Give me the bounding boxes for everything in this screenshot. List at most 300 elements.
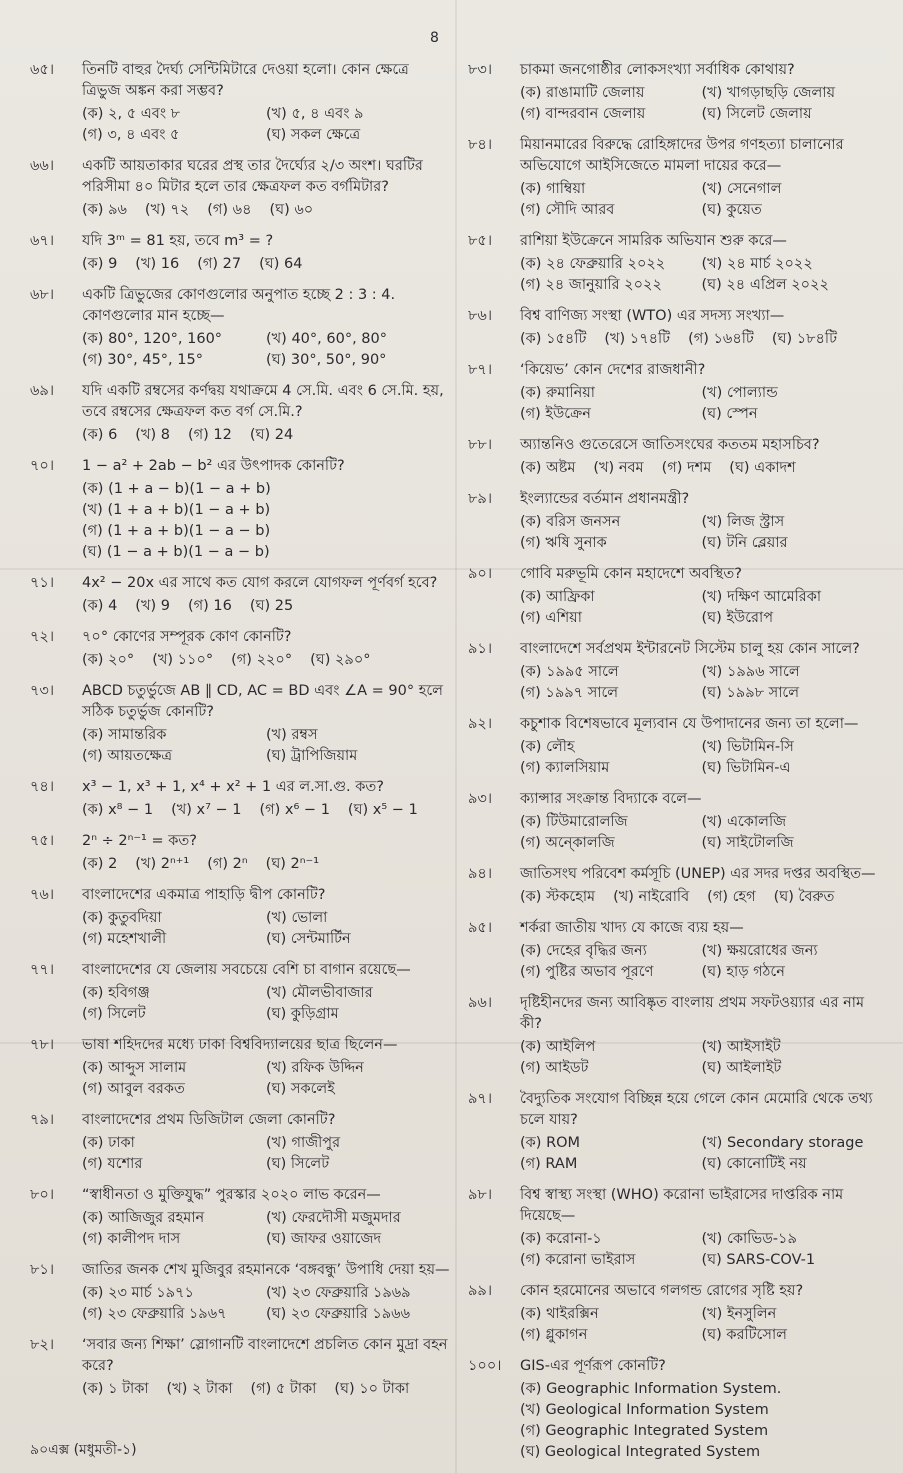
answer-options <box>82 479 450 563</box>
answer-option: (ক) আজিজুর রহমান <box>82 1210 205 1226</box>
answer-option: (ঘ) সিলেট জেলায় <box>701 106 812 122</box>
answer-option: (ঘ) ১৮৪টি <box>771 331 837 347</box>
question-text: যদি একটি রম্বসের কর্ণদ্বয় যথাক্রমে 4 সে.মি. এবং 6 সে.মি. হয়, তবে রম্বসের ক্ষেত্রফল কত বর্গ সে.মি.? <box>82 383 444 420</box>
question-text: 1 − a² + 2ab − b² এর উৎপাদক কোনটি? <box>82 458 345 474</box>
question-item <box>30 1185 450 1250</box>
answer-options <box>82 1379 450 1400</box>
answer-option: (ঘ) ভিটামিন-এ <box>701 760 791 776</box>
answer-option: (গ) ইউক্রেন <box>520 406 591 422</box>
answer-options <box>82 596 450 617</box>
question-text: ভাষা শহিদদের মধ্যে ঢাকা বিশ্ববিদ্যালয়ের ছাত্র ছিলেন— <box>82 1037 398 1053</box>
answer-option: (খ) ইনসুলিন <box>701 1306 777 1322</box>
question-item <box>468 1185 883 1271</box>
question-body <box>82 1185 450 1250</box>
question-body <box>520 864 883 908</box>
question-number: ৯০। <box>468 566 493 582</box>
answer-option: (ক) থাইরক্সিন <box>520 1306 599 1322</box>
answer-option: (ক) দেহের বৃদ্ধির জন্য <box>520 943 647 959</box>
answer-option: (ক) 80°, 120°, 160° <box>82 331 223 347</box>
answer-option: (ক) ২৩ মার্চ ১৯৭১ <box>82 1285 194 1301</box>
question-text: জাতির জনক শেখ মুজিবুর রহমানকে ‘বঙ্গবন্ধু’ উপাধি দেয়া হয়— <box>82 1262 450 1278</box>
answer-option: (ঘ) ২৪ এপ্রিল ২০২২ <box>701 277 829 293</box>
question-body <box>82 1110 450 1175</box>
answer-option: (ক) ২, ৫ এবং ৮ <box>82 106 181 122</box>
answer-option: (ক) রাঙামাটি জেলায় <box>520 85 645 101</box>
answer-option: (ঘ) 64 <box>259 256 303 272</box>
answer-option: (গ) পুষ্টির অভাব পূরণে <box>520 964 654 980</box>
question-text: ক্যান্সার সংক্রান্ত বিদ্যাকে বলে— <box>520 791 702 807</box>
question-item <box>468 135 883 221</box>
answer-option: (ক) ২০° <box>82 652 135 668</box>
answer-option: (ঘ) সেন্টমার্টিন <box>266 931 351 947</box>
answer-option: (খ) গাজীপুর <box>266 1135 341 1151</box>
question-body <box>82 885 450 950</box>
answer-options <box>520 1379 883 1463</box>
answer-options <box>520 812 883 854</box>
question-body <box>520 306 883 350</box>
question-number: ৯৩। <box>468 791 493 807</box>
question-item <box>30 1035 450 1100</box>
question-body <box>520 135 883 221</box>
question-number: ৬৬। <box>30 158 55 174</box>
answer-option: (ঘ) 30°, 50°, 90° <box>266 352 387 368</box>
question-item <box>468 435 883 479</box>
answer-option: (ঘ) 2ⁿ⁻¹ <box>265 856 320 872</box>
question-number: ৯১। <box>468 641 493 657</box>
question-text: ABCD চতুর্ভুজে AB ∥ CD, AC = BD এবং ∠A = 90° হলে সঠিক চতুর্ভুজ কোনটি? <box>82 683 443 720</box>
question-item <box>30 285 450 371</box>
answer-option: (গ) (1 + a + b)(1 − a − b) <box>82 523 271 539</box>
answer-option: (খ) ভোলা <box>266 910 328 926</box>
answer-option: (ঘ) ট্রাপিজিয়াম <box>266 748 358 764</box>
question-item <box>468 564 883 629</box>
answer-option: (ঘ) সাইটোলজি <box>701 835 794 851</box>
question-item <box>30 681 450 767</box>
answer-option: (গ) এশিয়া <box>520 610 582 626</box>
question-number: ৬৫। <box>30 62 55 78</box>
question-number: ৯৭। <box>468 1091 493 1107</box>
paper-fold-line <box>455 0 457 1473</box>
question-item <box>468 714 883 779</box>
answer-option: (গ) ঋষি সুনাক <box>520 535 607 551</box>
answer-option: (ঘ) হাড় গঠনে <box>701 964 785 980</box>
answer-option: (ঘ) সকলেই <box>266 1081 335 1097</box>
answer-options <box>520 737 883 779</box>
question-number: ৬৯। <box>30 383 55 399</box>
question-number: ৯৫। <box>468 920 493 936</box>
answer-option: (ক) টিউমারোলজি <box>520 814 628 830</box>
answer-option: (ক) আব্দুস সালাম <box>82 1060 187 1076</box>
answer-options <box>520 254 883 296</box>
question-text: জাতিসংঘ পরিবেশ কর্মসূচি (UNEP) এর সদর দপ্তর অবস্থিত— <box>520 866 876 882</box>
question-item <box>30 777 450 821</box>
answer-option: (খ) ১৭৪টি <box>604 331 671 347</box>
answer-option: (ক) হবিগঞ্জ <box>82 985 150 1001</box>
question-body <box>520 360 883 425</box>
answer-options <box>520 329 883 350</box>
answer-option: (গ) ২২০° <box>231 652 293 668</box>
answer-option: (ঘ) বৈরুত <box>773 889 835 905</box>
question-body <box>82 285 450 371</box>
answer-option: (গ) অন্কোলজি <box>520 835 615 851</box>
question-text: কচুশাক বিশেষভাবে মূল্যবান যে উপাদানের জন্য তা হলো— <box>520 716 859 732</box>
answer-option: (ঘ) 25 <box>249 598 294 614</box>
answer-option: (গ) ২৪ জানুয়ারি ২০২২ <box>520 277 662 293</box>
page-number: 8 <box>430 30 439 46</box>
answer-option: (ঘ) ইউরোপ <box>701 610 774 626</box>
question-number: ৮৩। <box>468 62 493 78</box>
question-number: ৭৭। <box>30 962 55 978</box>
answer-option: (গ) সিলেট <box>82 1006 146 1022</box>
answer-option: (খ) নাইরোবি <box>613 889 690 905</box>
answer-option: (ঘ) আইলাইট <box>701 1060 782 1076</box>
answer-option: (গ) আবুল বরকত <box>82 1081 185 1097</box>
answer-options <box>520 83 883 125</box>
question-item <box>30 627 450 671</box>
question-text: x³ − 1, x³ + 1, x⁴ + x² + 1 এর ল.সা.গু. কত? <box>82 779 384 795</box>
answer-options <box>82 1208 450 1250</box>
question-item <box>468 993 883 1079</box>
answer-options <box>82 908 450 950</box>
question-body <box>82 831 450 875</box>
answer-option: (ঘ) টনি ব্লেয়ার <box>701 535 788 551</box>
question-item <box>30 156 450 221</box>
answer-option: (ঘ) সকল ক্ষেত্রে <box>266 127 361 143</box>
question-number: ৭৪। <box>30 779 55 795</box>
question-number: ৭৩। <box>30 683 55 699</box>
answer-option: (ঘ) x⁵ − 1 <box>347 802 418 818</box>
answer-option: (ঘ) কুড়িগ্রাম <box>266 1006 339 1022</box>
question-number: ৮১। <box>30 1262 55 1278</box>
question-body <box>82 456 450 563</box>
question-text: 2ⁿ ÷ 2ⁿ⁻¹ = কত? <box>82 833 197 849</box>
question-text: দৃষ্টিহীনদের জন্য আবিষ্কৃত বাংলায় প্রথম সফটওয়্যার এর নাম কী? <box>520 995 865 1032</box>
question-body <box>520 60 883 125</box>
question-number: ৯৪। <box>468 866 493 882</box>
question-item <box>30 1260 450 1325</box>
answer-option: (ক) সামান্তরিক <box>82 727 167 743</box>
question-text: বিশ্ব স্বাস্থ্য সংস্থা (WHO) করোনা ভাইরাসের দাপ্তরিক নাম দিয়েছে— <box>520 1187 844 1224</box>
answer-options <box>520 179 883 221</box>
answer-options <box>520 662 883 704</box>
answer-option: (খ) আইসাইট <box>701 1039 781 1055</box>
answer-option: (ঘ) জাফর ওয়াজেদ <box>266 1231 382 1247</box>
question-item <box>30 456 450 563</box>
question-item <box>468 306 883 350</box>
question-item <box>468 918 883 983</box>
question-body <box>82 627 450 671</box>
answer-option: (ঘ) SARS-COV-1 <box>701 1252 816 1268</box>
question-item <box>30 885 450 950</box>
answer-option: (খ) পোল্যান্ড <box>701 385 778 401</box>
answer-options <box>520 587 883 629</box>
answer-option: (খ) খাগড়াছড়ি জেলায় <box>701 85 836 101</box>
question-item <box>30 1110 450 1175</box>
answer-option: (খ) একোলজি <box>701 814 787 830</box>
answer-option: (গ) 30°, 45°, 15° <box>82 352 203 368</box>
question-number: ৬৮। <box>30 287 55 303</box>
question-item <box>468 789 883 854</box>
question-number: ৭৬। <box>30 887 55 903</box>
answer-options <box>520 1304 883 1346</box>
answer-option: (গ) x⁶ − 1 <box>259 802 330 818</box>
answer-options <box>82 800 450 821</box>
question-body <box>520 918 883 983</box>
answer-option: (ঘ) ১০ টাকা <box>334 1381 410 1397</box>
answer-option: (খ) Secondary storage <box>701 1135 864 1151</box>
question-text: কোন হরমোনের অভাবে গলগন্ড রোগের সৃষ্টি হয়? <box>520 1283 804 1299</box>
answer-options <box>520 458 883 479</box>
answer-option: (গ) ৩, ৪ এবং ৫ <box>82 127 180 143</box>
answer-options <box>520 1037 883 1079</box>
answer-option: (গ) দশম <box>661 460 712 476</box>
answer-option: (ঘ) ২৯০° <box>310 652 371 668</box>
answer-option: (ক) ঢাকা <box>82 1135 135 1151</box>
answer-option: (ক) আইলিপ <box>520 1039 596 1055</box>
answer-option: (ঘ) ১৯৯৮ সালে <box>701 685 800 701</box>
question-body <box>82 231 450 275</box>
answer-option: (খ) কোভিড-১৯ <box>701 1231 797 1247</box>
answer-option: (ক) 9 <box>82 256 118 272</box>
question-item <box>468 489 883 554</box>
answer-option: (ক) Geographic Information System. <box>520 1381 782 1397</box>
answer-option: (গ) কালীপদ দাস <box>82 1231 181 1247</box>
answer-option: (খ) সেনেগাল <box>701 181 782 197</box>
answer-option: (ক) 6 <box>82 427 118 443</box>
answer-option: (গ) ১৯৯৭ সালে <box>520 685 619 701</box>
question-body <box>520 639 883 704</box>
answer-option: (গ) Geographic Integrated System <box>520 1423 769 1439</box>
answer-option: (ঘ) 24 <box>249 427 294 443</box>
answer-option: (ঘ) (1 − a + b)(1 − a − b) <box>82 544 270 560</box>
question-item <box>468 360 883 425</box>
question-item <box>30 1335 450 1400</box>
answer-option: (খ) 9 <box>135 598 170 614</box>
answer-option: (গ) ১৬৪টি <box>688 331 754 347</box>
question-body <box>520 489 883 554</box>
question-item <box>30 573 450 617</box>
question-text: যদি 3ᵐ = 81 হয়, তবে m³ = ? <box>82 233 274 249</box>
question-text: বাংলাদেশের একমাত্র পাহাড়ি দ্বীপ কোনটি? <box>82 887 326 903</box>
answer-option: (ঘ) সিলেট <box>266 1156 330 1172</box>
answer-options <box>82 200 450 221</box>
question-number: ৮৮। <box>468 437 493 453</box>
answer-option: (খ) x⁷ − 1 <box>171 802 242 818</box>
question-number: ৭২। <box>30 629 55 645</box>
answer-option: (গ) মহেশখালী <box>82 931 167 947</box>
answer-option: (ক) কুতুবদিয়া <box>82 910 162 926</box>
answer-options <box>82 1133 450 1175</box>
question-text: 4x² − 20x এর সাথে কত যোগ করলে যোগফল পূর্ণবর্গ হবে? <box>82 575 438 591</box>
question-number: ৯৬। <box>468 995 493 1011</box>
question-text: ‘কিয়েভ’ কোন দেশের রাজধানী? <box>520 362 706 378</box>
question-text: গোবি মরুভূমি কোন মহাদেশে অবস্থিত? <box>520 566 742 582</box>
answer-option: (ক) স্টকহোম <box>520 889 596 905</box>
answer-option: (গ) বান্দরবান জেলায় <box>520 106 646 122</box>
question-body <box>520 714 883 779</box>
answer-options <box>82 104 450 146</box>
question-number: ৭০। <box>30 458 55 474</box>
answer-option: (ক) x⁸ − 1 <box>82 802 154 818</box>
question-item <box>468 1089 883 1175</box>
question-body <box>82 1335 450 1400</box>
answer-option: (খ) দক্ষিণ আমেরিকা <box>701 589 822 605</box>
question-text: বৈদ্যুতিক সংযোগ বিচ্ছিন্ন হয়ে গেলে কোন মেমোরি থেকে তথ্য চলে যায়? <box>520 1091 873 1128</box>
answer-option: (গ) RAM <box>520 1156 578 1172</box>
answer-option: (গ) ৬৪ <box>207 202 252 218</box>
answer-option: (ক) করোনা-১ <box>520 1231 602 1247</box>
question-number: ৯৮। <box>468 1187 493 1203</box>
question-number: ৮৯। <box>468 491 493 507</box>
question-item <box>30 381 450 446</box>
answer-option: (গ) ২৩ ফেব্রুয়ারি ১৯৬৭ <box>82 1306 227 1322</box>
answer-option: (খ) Geological Information System <box>520 1402 769 1418</box>
right-question-column <box>468 60 883 1473</box>
question-body <box>82 60 450 146</box>
answer-option: (খ) নবম <box>593 460 644 476</box>
answer-option: (গ) করোনা ভাইরাস <box>520 1252 636 1268</box>
question-text: শর্করা জাতীয় খাদ্য যে কাজে ব্যয় হয়— <box>520 920 744 936</box>
question-number: ১০০। <box>468 1358 502 1374</box>
answer-options <box>520 1133 883 1175</box>
answer-option: (ক) অষ্টম <box>520 460 576 476</box>
question-item <box>468 864 883 908</box>
question-number: ৮৬। <box>468 308 493 324</box>
answer-option: (খ) মৌলভীবাজার <box>266 985 373 1001</box>
answer-option: (ক) 4 <box>82 598 118 614</box>
question-item <box>468 231 883 296</box>
question-number: ৮৪। <box>468 137 493 153</box>
answer-option: (গ) 2ⁿ <box>207 856 248 872</box>
answer-option: (খ) ক্ষয়রোধের জন্য <box>701 943 818 959</box>
answer-option: (ক) ১ টাকা <box>82 1381 149 1397</box>
answer-option: (খ) ভিটামিন-সি <box>701 739 794 755</box>
question-item <box>30 60 450 146</box>
question-body <box>520 993 883 1079</box>
answer-option: (খ) ২ টাকা <box>166 1381 233 1397</box>
answer-options <box>82 254 450 275</box>
question-number: ৮২। <box>30 1337 55 1353</box>
question-text: বাংলাদেশের প্রথম ডিজিটাল জেলা কোনটি? <box>82 1112 336 1128</box>
answer-option: (ঘ) ৬০ <box>269 202 314 218</box>
question-body <box>82 960 450 1025</box>
answer-option: (খ) ১৯৯৬ সালে <box>701 664 800 680</box>
answer-option: (গ) সৌদি আরব <box>520 202 615 218</box>
answer-option: (গ) ৫ টাকা <box>250 1381 317 1397</box>
question-text: বাংলাদেশের যে জেলায় সবচেয়ে বেশি চা বাগান রয়েছে— <box>82 962 411 978</box>
answer-option: (খ) 40°, 60°, 80° <box>266 331 387 347</box>
answer-option: (খ) ফেরদৌসী মজুমদার <box>266 1210 401 1226</box>
question-body <box>82 156 450 221</box>
answer-option: (ঘ) ২৩ ফেব্রুয়ারি ১৯৬৬ <box>266 1306 411 1322</box>
answer-option: (ঘ) কোনোটিই নয় <box>701 1156 807 1172</box>
question-number: ৭১। <box>30 575 55 591</box>
question-number: ৭৫। <box>30 833 55 849</box>
answer-option: (ক) ROM <box>520 1135 581 1151</box>
question-text: চাকমা জনগোষ্ঠীর লোকসংখ্যা সর্বাধিক কোথায়? <box>520 62 795 78</box>
answer-options <box>82 329 450 371</box>
question-text: ‘সবার জন্য শিক্ষা’ স্লোগানটি বাংলাদেশে প্রচলিত কোন মুদ্রা বহন করে? <box>82 1337 448 1374</box>
question-item <box>468 639 883 704</box>
question-number: ৮৫। <box>468 233 493 249</box>
question-item <box>30 231 450 275</box>
question-number: ৭৯। <box>30 1112 55 1128</box>
question-item <box>468 60 883 125</box>
question-number: ৬৭। <box>30 233 55 249</box>
answer-option: (ক) রুমানিয়া <box>520 385 595 401</box>
question-body <box>520 435 883 479</box>
answer-option: (খ) (1 + a + b)(1 − a + b) <box>82 502 271 518</box>
answer-option: (ক) ৯৬ <box>82 202 127 218</box>
answer-option: (ঘ) স্পেন <box>701 406 758 422</box>
question-body <box>520 1089 883 1175</box>
answer-option: (গ) যশোর <box>82 1156 143 1172</box>
answer-option: (ক) লৌহ <box>520 739 575 755</box>
answer-options <box>520 887 883 908</box>
answer-option: (ঘ) করটিসোল <box>701 1327 787 1343</box>
answer-options <box>82 725 450 767</box>
answer-options <box>520 383 883 425</box>
question-body <box>82 573 450 617</box>
answer-option: (খ) ২৩ ফেব্রুয়ারি ১৯৬৯ <box>266 1285 411 1301</box>
question-text: অ্যান্তনিও গুতেরেসে জাতিসংঘের কততম মহাসচিব? <box>520 437 820 453</box>
question-text: ইংল্যান্ডের বর্তমান প্রধানমন্ত্রী? <box>520 491 690 507</box>
question-text: মিয়ানমারের বিরুদ্ধে রোহিঙ্গাদের উপর গণহত্যা চালানোর অভিযোগে আইসিজেতে মামলা দায়ের করে— <box>520 137 844 174</box>
answer-option: (খ) ৫, ৪ এবং ৯ <box>266 106 364 122</box>
question-body <box>520 564 883 629</box>
answer-option: (খ) 2ⁿ⁺¹ <box>135 856 190 872</box>
answer-option: (ক) ১৯৯৫ সালে <box>520 664 619 680</box>
answer-option: (গ) হেগ <box>707 889 756 905</box>
answer-option: (ঘ) একাদশ <box>729 460 796 476</box>
answer-option: (খ) রম্বস <box>266 727 318 743</box>
question-item <box>30 831 450 875</box>
answer-option: (গ) গ্লুকাগন <box>520 1327 588 1343</box>
question-body <box>520 1281 883 1346</box>
question-text: রাশিয়া ইউক্রেনে সামরিক অভিযান শুরু করে— <box>520 233 787 249</box>
answer-option: (ক) 2 <box>82 856 118 872</box>
answer-option: (খ) 16 <box>135 256 180 272</box>
question-number: ৯৯। <box>468 1283 493 1299</box>
answer-option: (খ) ১১০° <box>152 652 214 668</box>
question-item <box>468 1356 883 1463</box>
question-text: বাংলাদেশে সর্বপ্রথম ইন্টারনেট সিস্টেম চালু হয় কোন সালে? <box>520 641 860 657</box>
answer-options <box>82 983 450 1025</box>
answer-option: (গ) আয়তক্ষেত্র <box>82 748 172 764</box>
question-body <box>82 1260 450 1325</box>
question-text: “স্বাধীনতা ও মুক্তিযুদ্ধ” পুরস্কার ২০২০ লাভ করেন— <box>82 1187 381 1203</box>
question-text: একটি আয়তাকার ঘরের প্রস্থ তার দৈর্ঘ্যের ২/৩ অংশ। ঘরটির পরিসীমা ৪০ মিটার হলে তার ক্ষেত্রফল কত বর্গমিটার? <box>82 158 423 195</box>
question-number: ৮০। <box>30 1187 55 1203</box>
answer-option: (খ) লিজ স্ট্রাস <box>701 514 785 530</box>
answer-option: (গ) 27 <box>197 256 242 272</box>
question-body <box>520 789 883 854</box>
question-text: তিনটি বাহুর দৈর্ঘ্য সেন্টিমিটারে দেওয়া হলো। কোন ক্ষেত্রে ত্রিভুজ অঙ্কন করা সম্ভব? <box>82 62 409 99</box>
question-item <box>30 960 450 1025</box>
answer-option: (গ) 12 <box>187 427 232 443</box>
answer-option: (খ) 8 <box>135 427 170 443</box>
question-body <box>82 777 450 821</box>
answer-option: (খ) ৭২ <box>144 202 190 218</box>
answer-options <box>82 650 450 671</box>
answer-options <box>520 941 883 983</box>
left-question-column <box>30 60 450 1410</box>
question-body <box>82 381 450 446</box>
question-number: ৭৮। <box>30 1037 55 1053</box>
question-body <box>520 1356 883 1463</box>
exam-set-code: ৯০এক্স (মধুমতী-১) <box>30 1442 137 1458</box>
answer-option: (ঘ) কুয়েত <box>701 202 762 218</box>
